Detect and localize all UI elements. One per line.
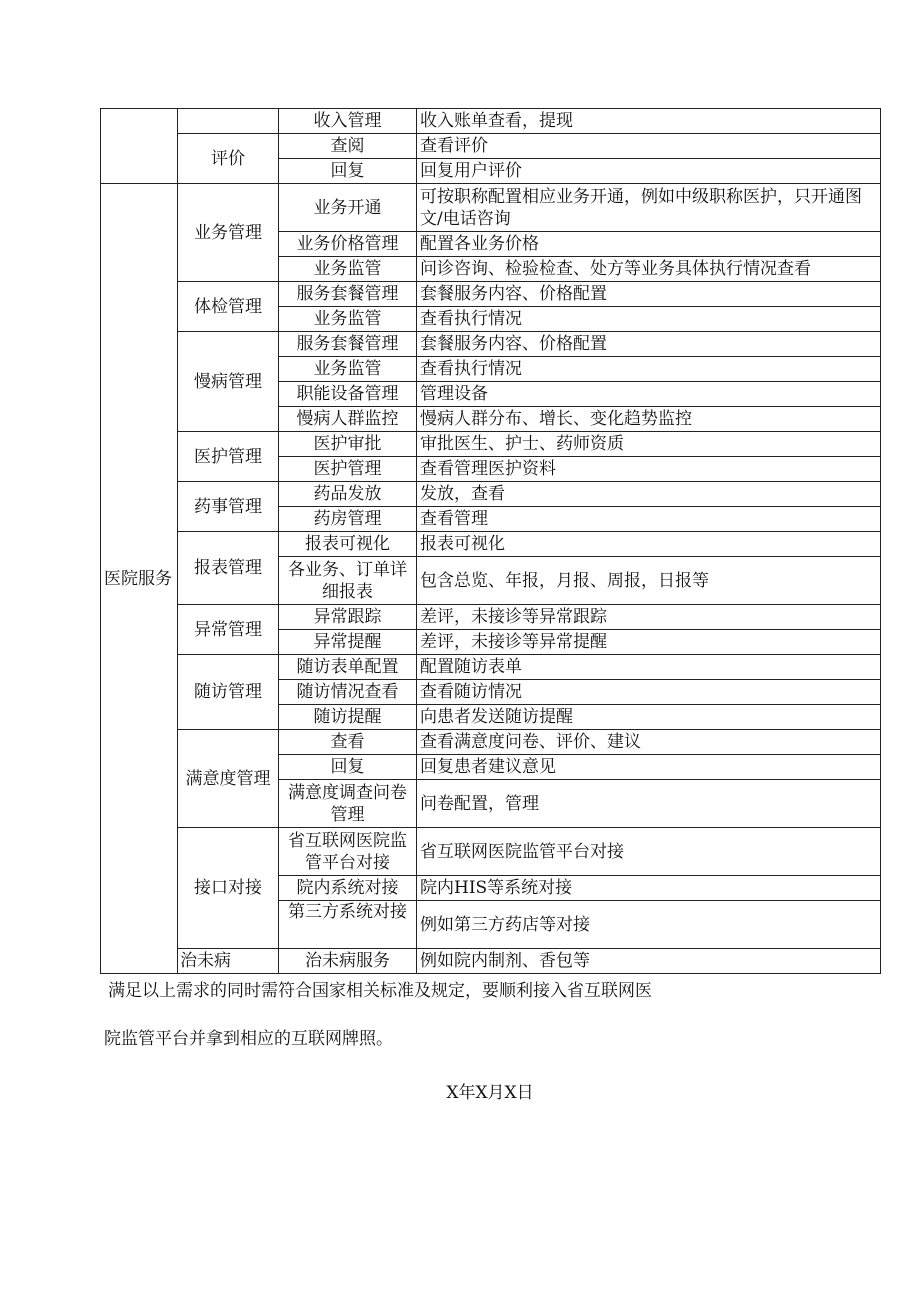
category-cell: 报表管理 (178, 532, 279, 605)
description-cell: 审批医生、护士、药师资质 (417, 432, 881, 457)
description-cell: 差评，未接诊等异常提醒 (417, 630, 881, 655)
description-cell: 可按职称配置相应业务开通，例如中级职称医护，只开通图文/电话咨询 (417, 184, 881, 232)
table-row (101, 134, 881, 159)
category-cell: 慢病管理 (178, 332, 279, 432)
description-cell: 向患者发送随访提醒 (417, 705, 881, 730)
category-cell: 治未病 (178, 949, 279, 974)
sub-item-cell: 业务开通 (279, 184, 417, 232)
description-cell: 例如院内制剂、香包等 (417, 949, 881, 974)
category-cell: 随访管理 (178, 655, 279, 730)
description-cell: 省互联网医院监管平台对接 (417, 828, 881, 876)
sub-item-cell: 业务监管 (279, 307, 417, 332)
sub-item-cell: 回复 (279, 755, 417, 780)
table-row (101, 949, 881, 974)
sub-item-cell: 业务监管 (279, 357, 417, 382)
category-cell: 评价 (178, 134, 279, 184)
requirements-table (100, 108, 881, 974)
table-row (101, 655, 881, 680)
table-row (101, 432, 881, 457)
sub-item-cell: 各业务、订单详细报表 (279, 557, 417, 605)
sub-item-cell: 服务套餐管理 (279, 332, 417, 357)
category-cell-empty (178, 109, 279, 134)
description-cell: 管理设备 (417, 382, 881, 407)
sub-item-cell: 慢病人群监控 (279, 407, 417, 432)
sub-item-cell: 异常提醒 (279, 630, 417, 655)
description-cell: 查看执行情况 (417, 307, 881, 332)
sub-item-cell: 查看 (279, 730, 417, 755)
sub-item-cell: 业务监管 (279, 257, 417, 282)
group-cell-top (101, 109, 178, 184)
description-cell: 问诊咨询、检验检查、处方等业务具体执行情况查看 (417, 257, 881, 282)
category-cell: 药事管理 (178, 482, 279, 532)
table-row (101, 730, 881, 755)
sub-item-cell: 查阅 (279, 134, 417, 159)
document-date: X年X月X日 (446, 1083, 534, 1103)
description-cell: 查看随访情况 (417, 680, 881, 705)
description-cell: 收入账单查看，提现 (417, 109, 881, 134)
description-cell: 例如第三方药店等对接 (417, 901, 881, 949)
table-row (101, 532, 881, 557)
sub-item-cell: 报表可视化 (279, 532, 417, 557)
sub-item-cell: 异常跟踪 (279, 605, 417, 630)
description-cell: 查看管理 (417, 507, 881, 532)
description-cell: 查看管理医护资料 (417, 457, 881, 482)
description-cell: 配置各业务价格 (417, 232, 881, 257)
description-cell: 配置随访表单 (417, 655, 881, 680)
description-cell: 院内HIS等系统对接 (417, 876, 881, 901)
sub-item-cell: 治未病服务 (279, 949, 417, 974)
sub-item-cell: 第三方系统对接 (279, 901, 417, 949)
description-cell: 回复用户评价 (417, 159, 881, 184)
description-cell: 查看满意度问卷、评价、建议 (417, 730, 881, 755)
requirement-note-line-2: 院监管平台并拿到相应的互联网牌照。 (104, 1029, 393, 1049)
description-cell: 差评，未接诊等异常跟踪 (417, 605, 881, 630)
sub-item-cell: 医护管理 (279, 457, 417, 482)
description-cell: 套餐服务内容、价格配置 (417, 282, 881, 307)
category-cell: 业务管理 (178, 184, 279, 282)
sub-item-cell: 服务套餐管理 (279, 282, 417, 307)
description-cell: 回复患者建议意见 (417, 755, 881, 780)
table-row (101, 332, 881, 357)
description-cell: 查看评价 (417, 134, 881, 159)
sub-item-cell: 随访表单配置 (279, 655, 417, 680)
description-cell: 慢病人群分布、增长、变化趋势监控 (417, 407, 881, 432)
category-cell: 接口对接 (178, 828, 279, 949)
sub-item-cell: 随访提醒 (279, 705, 417, 730)
category-cell: 医护管理 (178, 432, 279, 482)
sub-item-cell: 收入管理 (279, 109, 417, 134)
group-cell-hospital-service: 医院服务 (101, 184, 178, 974)
category-cell: 异常管理 (178, 605, 279, 655)
table-row (101, 184, 881, 232)
sub-item-cell: 院内系统对接 (279, 876, 417, 901)
description-cell: 查看执行情况 (417, 357, 881, 382)
description-cell: 报表可视化 (417, 532, 881, 557)
table-row (101, 109, 881, 134)
description-cell: 包含总览、年报，月报、周报，日报等 (417, 557, 881, 605)
category-cell: 体检管理 (178, 282, 279, 332)
table-row (101, 282, 881, 307)
sub-item-cell: 职能设备管理 (279, 382, 417, 407)
table-row (101, 828, 881, 876)
sub-item-cell: 省互联网医院监管平台对接 (279, 828, 417, 876)
description-cell: 套餐服务内容、价格配置 (417, 332, 881, 357)
sub-item-cell: 医护审批 (279, 432, 417, 457)
description-cell: 问卷配置，管理 (417, 780, 881, 828)
requirement-note-line-1: 满足以上需求的同时需符合国家相关标准及规定，要顺利接入省互联网医 (108, 981, 652, 1001)
category-cell: 满意度管理 (178, 730, 279, 828)
sub-item-cell: 随访情况查看 (279, 680, 417, 705)
table-row (101, 605, 881, 630)
description-cell: 发放，查看 (417, 482, 881, 507)
table-row (101, 482, 881, 507)
sub-item-cell: 药品发放 (279, 482, 417, 507)
sub-item-cell: 药房管理 (279, 507, 417, 532)
sub-item-cell: 业务价格管理 (279, 232, 417, 257)
sub-item-cell: 回复 (279, 159, 417, 184)
sub-item-cell: 满意度调查问卷管理 (279, 780, 417, 828)
